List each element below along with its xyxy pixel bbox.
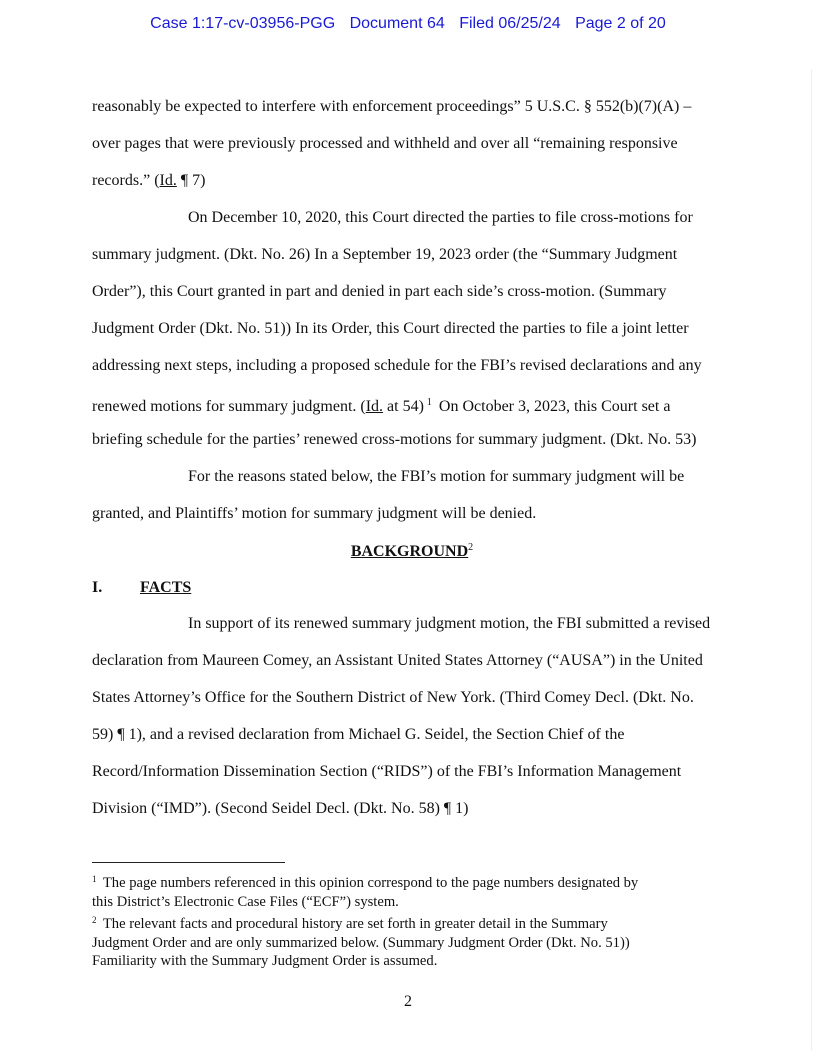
body-line: Record/Information Dissemination Section (“RIDS”) of the FBI’s Information Management (92, 763, 682, 780)
body-line: 59) ¶ 1), and a revised declaration from Michael G. Seidel, the Section Chief of the (92, 726, 625, 743)
id-citation: Id. (365, 398, 384, 415)
footnote-ref-1[interactable]: 1 (426, 397, 432, 408)
body-line: States Attorney’s Office for the Southern District of New York. (Third Comey Decl. (Dkt. No. (92, 689, 694, 706)
body-line (92, 394, 670, 416)
footnote-ref-2[interactable]: 2 (468, 542, 474, 553)
footnote-line: this District’s Electronic Case Files (“ECF”) system. (92, 893, 399, 910)
footnote-marker: 1 (92, 874, 97, 884)
page-number: 2 (404, 993, 412, 1010)
body-line: reasonably be expected to interfere with enforcement proceedings” 5 U.S.C. § 552(b)(7)(A) – (92, 98, 692, 115)
text: The relevant facts and procedural history are set forth in greater detail in the Summary (99, 916, 608, 932)
footnote-1 (92, 870, 732, 911)
heading-title: BACKGROUND (350, 543, 469, 560)
body-line: In support of its renewed summary judgment motion, the FBI submitted a revised (188, 615, 711, 632)
body-line: On December 10, 2020, this Court directed the parties to file cross-motions for (188, 209, 693, 226)
body-line: declaration from Maureen Comey, an Assistant United States Attorney (“AUSA”) in the United (92, 652, 703, 669)
id-citation: Id. (159, 172, 177, 189)
case-number: Case 1:17-cv-03956-PGG (150, 15, 336, 32)
ecf-header (0, 15, 816, 33)
body-line: over pages that were previously processed and withheld and over all “remaining responsive (92, 135, 678, 152)
footnote-line (92, 870, 732, 893)
footnote-line: Judgment Order and are only summarized below. (Summary Judgment Order (Dkt. No. 51)) (92, 934, 630, 951)
section-heading-facts (92, 579, 191, 597)
body-line: granted, and Plaintiffs’ motion for summary judgment will be denied. (92, 505, 537, 522)
body-line: summary judgment. (Dkt. No. 26) In a September 19, 2023 order (the “Summary Judgment (92, 246, 678, 263)
text: renewed motions for summary judgment. ( (92, 398, 366, 415)
section-heading-background (92, 542, 732, 561)
footnote-line: Familiarity with the Summary Judgment Order is assumed. (92, 953, 438, 969)
document-number: Document 64 (349, 15, 445, 32)
body-line: addressing next steps, including a proposed schedule for the FBI’s revised declarations and any (92, 357, 702, 374)
text: ¶ 7) (176, 172, 206, 189)
footnote-separator (92, 862, 285, 863)
body-line: Division (“IMD”). (Second Seidel Decl. (Dkt. No. 58) ¶ 1) (92, 800, 469, 817)
body-line (92, 172, 205, 190)
page-indicator: Page 2 of 20 (575, 15, 666, 32)
footnote-2 (92, 911, 732, 971)
page-edge (811, 70, 812, 1050)
section-number: I. (92, 579, 103, 596)
body-line: briefing schedule for the parties’ renewed cross-motions for summary judgment. (Dkt. No. 53) (92, 431, 697, 448)
body-line: For the reasons stated below, the FBI’s motion for summary judgment will be (188, 468, 685, 485)
footnote-marker: 2 (92, 915, 97, 925)
text: at 54) (383, 398, 424, 415)
filed-date: Filed 06/25/24 (459, 15, 561, 32)
footnotes (92, 870, 732, 971)
section-title: FACTS (140, 579, 192, 596)
footnote-line (92, 911, 732, 934)
text: records.” ( (92, 172, 160, 189)
text: The page numbers referenced in this opinion correspond to the page numbers designated by (99, 875, 639, 891)
body-line: Order”), this Court granted in part and denied in part each side’s cross-motion. (Summary (92, 283, 667, 300)
body-line: Judgment Order (Dkt. No. 51)) In its Order, this Court directed the parties to file a joint letter (92, 320, 689, 337)
text: On October 3, 2023, this Court set a (434, 398, 671, 415)
